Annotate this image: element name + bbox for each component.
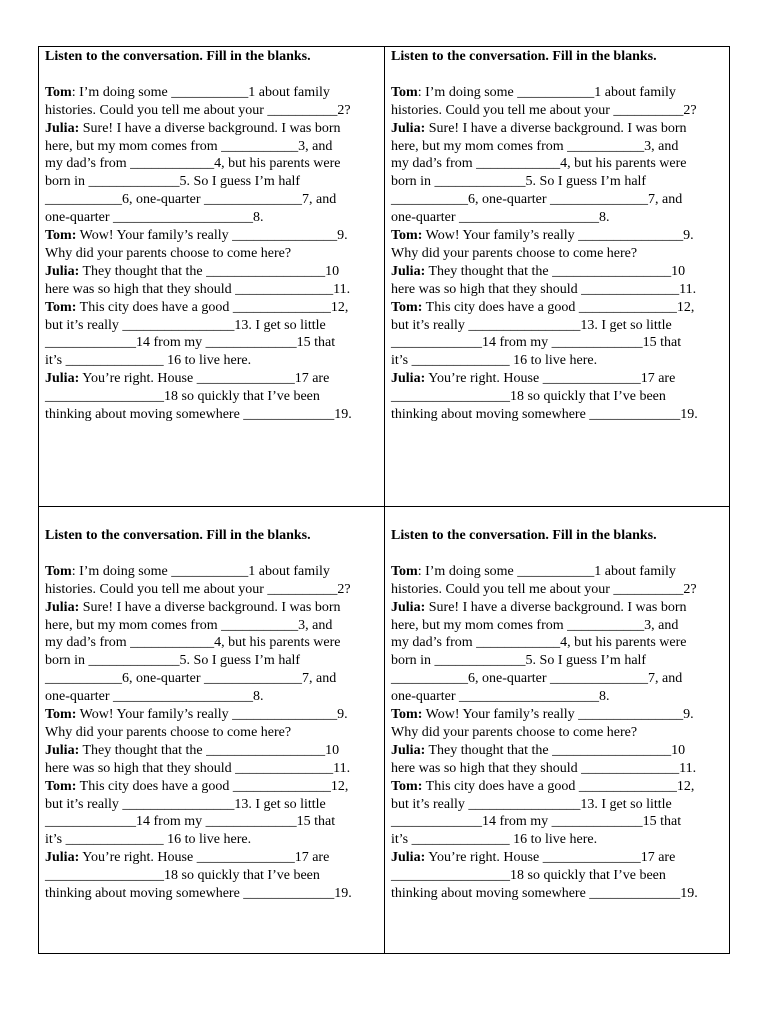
- dialogue-line: [391, 813, 727, 831]
- speaker-name: Tom: [391, 84, 418, 100]
- speaker-name: Tom: [45, 778, 72, 794]
- dialogue-text: Sure! I have a diverse background. I was born: [428, 599, 687, 615]
- speaker-name: Julia: [391, 120, 421, 136]
- dialogue-text: my dad’s from ____________4, but his parents were: [45, 635, 341, 651]
- dialogue-line: [45, 688, 381, 706]
- dialogue-line: [45, 209, 381, 227]
- dialogue-line: [45, 724, 381, 742]
- dialogue-line: [45, 796, 381, 814]
- dialogue-line: Tom: I’m doing some ___________1 about family: [45, 84, 330, 100]
- dialogue-line: [391, 670, 727, 688]
- dialogue-line: [45, 406, 381, 424]
- dialogue-text: one-quarter ____________________8.: [391, 689, 610, 705]
- dialogue-text: I’m doing some ___________1 about family: [79, 563, 330, 579]
- speaker-name: Julia: [391, 742, 421, 758]
- dialogue-text: but it’s really ________________13. I get so little: [391, 796, 672, 812]
- dialogue-text: _____________14 from my _____________15 that: [45, 335, 336, 351]
- speaker-name: Julia: [391, 371, 421, 387]
- dialogue-line: [391, 652, 727, 670]
- speaker-name: Julia: [45, 599, 75, 615]
- dialogue-line: [45, 652, 381, 670]
- dialogue-text: Wow! Your family’s really _______________9.: [79, 228, 348, 244]
- dialogue-text: They thought that the _________________10: [82, 742, 340, 758]
- dialogue-text: They thought that the _________________10: [82, 263, 340, 279]
- dialogue-text: ___________6, one-quarter ______________7, and: [45, 192, 337, 208]
- instruction-heading: Listen to the conversation. Fill in the blanks.: [45, 49, 311, 64]
- dialogue-line: Tom: I’m doing some ___________1 about family: [391, 84, 676, 100]
- dialogue-text: my dad’s from ____________4, but his parents were: [391, 156, 687, 172]
- dialogue-text: here, but my mom comes from ___________3, and: [391, 617, 679, 633]
- dialogue-line: [391, 634, 727, 652]
- dialogue-text: _________________18 so quickly that I’ve been: [45, 868, 320, 884]
- dialogue-line: [45, 670, 381, 688]
- dialogue-text: You’re right. House ______________17 are: [428, 371, 676, 387]
- dialogue-text: I’m doing some ___________1 about family: [425, 563, 676, 579]
- instruction-heading: Listen to the conversation. Fill in the blanks.: [391, 49, 657, 64]
- dialogue-line: [391, 245, 727, 263]
- dialogue-text: This city does have a good ______________12,: [79, 778, 349, 794]
- dialogue-text: here was so high that they should ______________11.: [391, 281, 697, 297]
- dialogue-line: [391, 281, 727, 299]
- dialogue-line: [391, 173, 727, 191]
- dialogue-text: You’re right. House ______________17 are: [82, 850, 330, 866]
- dialogue-text: _________________18 so quickly that I’ve been: [391, 868, 666, 884]
- worksheet-cell: [391, 48, 727, 424]
- worksheet-cell: [45, 48, 381, 424]
- dialogue-text: thinking about moving somewhere _____________19.: [45, 407, 352, 423]
- dialogue-text: Why did your parents choose to come here?: [45, 724, 292, 740]
- dialogue-text: thinking about moving somewhere _____________19.: [45, 886, 352, 902]
- dialogue-text: You’re right. House ______________17 are: [82, 371, 330, 387]
- dialogue-line: [45, 352, 381, 370]
- dialogue-text: You’re right. House ______________17 are: [428, 850, 676, 866]
- speaker-name: Tom: [391, 778, 418, 794]
- dialogue-line: [391, 138, 727, 156]
- speaker-name: Tom: [391, 228, 418, 244]
- dialogue-text: Why did your parents choose to come here?: [391, 245, 638, 261]
- dialogue-text: here was so high that they should ______________11.: [391, 760, 697, 776]
- dialogue-line: [391, 209, 727, 227]
- dialogue-line: [391, 102, 727, 120]
- dialogue-line: [45, 102, 381, 120]
- dialogue-line: [391, 688, 727, 706]
- dialogue-text: I’m doing some ___________1 about family: [79, 84, 330, 100]
- dialogue-line: [45, 885, 381, 903]
- dialogue-line: [45, 281, 381, 299]
- dialogue-line: [391, 867, 727, 885]
- dialogue-text: but it’s really ________________13. I get so little: [45, 796, 326, 812]
- dialogue-text: ___________6, one-quarter ______________7, and: [391, 192, 683, 208]
- dialogue-text: Sure! I have a diverse background. I was born: [428, 120, 687, 136]
- dialogue-line: [391, 885, 727, 903]
- dialogue-line: Tom: Wow! Your family’s really _______________9.: [45, 707, 348, 723]
- dialogue-text: Why did your parents choose to come here?: [391, 724, 638, 740]
- dialogue-line: [391, 724, 727, 742]
- dialogue-line: [45, 317, 381, 335]
- dialogue-line: Julia: Sure! I have a diverse background. I was born: [45, 599, 341, 615]
- dialogue-text: thinking about moving somewhere _____________19.: [391, 886, 698, 902]
- dialogue-text: I’m doing some ___________1 about family: [425, 84, 676, 100]
- instruction-heading: Listen to the conversation. Fill in the blanks.: [45, 528, 311, 543]
- dialogue-line: [391, 831, 727, 849]
- dialogue-text: it’s ______________ 16 to live here.: [391, 353, 598, 369]
- dialogue-text: histories. Could you tell me about your __________2?: [391, 581, 697, 597]
- speaker-name: Julia: [45, 742, 75, 758]
- dialogue-line: [45, 617, 381, 635]
- dialogue-line: [45, 155, 381, 173]
- dialogue-line: Tom: This city does have a good ______________12,: [45, 778, 349, 794]
- speaker-name: Tom: [391, 707, 418, 723]
- dialogue-text: They thought that the _________________10: [428, 742, 686, 758]
- dialogue-text: thinking about moving somewhere _____________19.: [391, 407, 698, 423]
- dialogue-line: Julia: You’re right. House ______________17 are: [45, 850, 330, 866]
- instruction-heading: Listen to the conversation. Fill in the blanks.: [391, 528, 657, 543]
- speaker-name: Julia: [45, 371, 75, 387]
- dialogue-line: [391, 581, 727, 599]
- speaker-name: Tom: [45, 299, 72, 315]
- dialogue-text: ___________6, one-quarter ______________7, and: [45, 671, 337, 687]
- speaker-name: Tom: [45, 228, 72, 244]
- dialogue-line: [45, 813, 381, 831]
- dialogue-line: Julia: You’re right. House ______________17 are: [391, 371, 676, 387]
- worksheet-cell: [391, 527, 727, 903]
- worksheet-cell: [45, 527, 381, 903]
- speaker-name: Julia: [391, 263, 421, 279]
- dialogue-text: _________________18 so quickly that I’ve been: [45, 389, 320, 405]
- dialogue-line: Tom: This city does have a good ______________12,: [391, 778, 695, 794]
- dialogue-text: This city does have a good ______________12,: [425, 299, 695, 315]
- dialogue-text: born in _____________5. So I guess I’m half: [45, 174, 301, 190]
- dialogue-line: Julia: They thought that the _________________10: [45, 263, 340, 279]
- dialogue-text: They thought that the _________________10: [428, 263, 686, 279]
- dialogue-text: but it’s really ________________13. I get so little: [45, 317, 326, 333]
- dialogue-line: [45, 245, 381, 263]
- dialogue-text: here was so high that they should ______________11.: [45, 281, 351, 297]
- dialogue-text: it’s ______________ 16 to live here.: [45, 353, 252, 369]
- dialogue-text: Wow! Your family’s really _______________9.: [79, 707, 348, 723]
- dialogue-line: Julia: You’re right. House ______________17 are: [391, 850, 676, 866]
- dialogue-text: _____________14 from my _____________15 that: [391, 335, 682, 351]
- dialogue-line: Tom: Wow! Your family’s really _______________9.: [391, 228, 694, 244]
- dialogue-line: [391, 617, 727, 635]
- dialogue-text: one-quarter ____________________8.: [45, 210, 264, 226]
- dialogue-text: here, but my mom comes from ___________3, and: [45, 617, 333, 633]
- dialogue-line: [391, 406, 727, 424]
- dialogue-text: here, but my mom comes from ___________3, and: [391, 138, 679, 154]
- dialogue-line: [391, 388, 727, 406]
- dialogue-line: [45, 634, 381, 652]
- speaker-name: Tom: [45, 563, 72, 579]
- dialogue-text: This city does have a good ______________12,: [79, 299, 349, 315]
- dialogue-line: [391, 760, 727, 778]
- dialogue-text: _____________14 from my _____________15 that: [391, 814, 682, 830]
- dialogue-line: Julia: Sure! I have a diverse background. I was born: [391, 599, 687, 615]
- horizontal-divider: [39, 506, 729, 507]
- dialogue-text: _________________18 so quickly that I’ve been: [391, 389, 666, 405]
- dialogue-line: Tom: This city does have a good ______________12,: [45, 299, 349, 315]
- dialogue-text: one-quarter ____________________8.: [45, 689, 264, 705]
- dialogue-line: [45, 388, 381, 406]
- dialogue-line: Tom: I’m doing some ___________1 about family: [391, 563, 676, 579]
- dialogue-line: [45, 867, 381, 885]
- dialogue-text: _____________14 from my _____________15 that: [45, 814, 336, 830]
- dialogue-line: [45, 334, 381, 352]
- dialogue-line: [391, 317, 727, 335]
- dialogue-text: Why did your parents choose to come here?: [45, 245, 292, 261]
- vertical-divider: [384, 47, 385, 953]
- speaker-name: Tom: [391, 563, 418, 579]
- dialogue-text: This city does have a good ______________12,: [425, 778, 695, 794]
- dialogue-line: Tom: I’m doing some ___________1 about family: [45, 563, 330, 579]
- dialogue-line: [391, 796, 727, 814]
- dialogue-line: Julia: They thought that the _________________10: [391, 263, 686, 279]
- speaker-name: Julia: [45, 120, 75, 136]
- dialogue-line: Julia: They thought that the _________________10: [391, 742, 686, 758]
- speaker-name: Julia: [391, 850, 421, 866]
- dialogue-line: Julia: Sure! I have a diverse background. I was born: [45, 120, 341, 136]
- speaker-name: Tom: [391, 299, 418, 315]
- dialogue-line: [45, 173, 381, 191]
- dialogue-text: my dad’s from ____________4, but his parents were: [45, 156, 341, 172]
- dialogue-line: [45, 831, 381, 849]
- dialogue-line: [391, 191, 727, 209]
- dialogue-text: born in _____________5. So I guess I’m half: [45, 653, 301, 669]
- dialogue-line: Tom: This city does have a good ______________12,: [391, 299, 695, 315]
- dialogue-text: my dad’s from ____________4, but his parents were: [391, 635, 687, 651]
- dialogue-text: histories. Could you tell me about your __________2?: [45, 102, 351, 118]
- dialogue-text: Sure! I have a diverse background. I was born: [82, 599, 341, 615]
- dialogue-text: born in _____________5. So I guess I’m half: [391, 653, 647, 669]
- dialogue-text: here, but my mom comes from ___________3, and: [45, 138, 333, 154]
- speaker-name: Tom: [45, 707, 72, 723]
- dialogue-line: Tom: Wow! Your family’s really _______________9.: [391, 707, 694, 723]
- dialogue-text: Wow! Your family’s really _______________9.: [425, 228, 694, 244]
- dialogue-line: Tom: Wow! Your family’s really _______________9.: [45, 228, 348, 244]
- dialogue-line: [391, 334, 727, 352]
- speaker-name: Julia: [391, 599, 421, 615]
- dialogue-line: Julia: Sure! I have a diverse background. I was born: [391, 120, 687, 136]
- dialogue-text: histories. Could you tell me about your __________2?: [45, 581, 351, 597]
- dialogue-line: Julia: You’re right. House ______________17 are: [45, 371, 330, 387]
- dialogue-line: [45, 760, 381, 778]
- dialogue-text: but it’s really ________________13. I get so little: [391, 317, 672, 333]
- dialogue-line: [45, 581, 381, 599]
- dialogue-text: Sure! I have a diverse background. I was born: [82, 120, 341, 136]
- dialogue-text: it’s ______________ 16 to live here.: [391, 832, 598, 848]
- dialogue-text: it’s ______________ 16 to live here.: [45, 832, 252, 848]
- dialogue-text: born in _____________5. So I guess I’m half: [391, 174, 647, 190]
- speaker-name: Tom: [45, 84, 72, 100]
- dialogue-line: [391, 155, 727, 173]
- dialogue-line: Julia: They thought that the _________________10: [45, 742, 340, 758]
- speaker-name: Julia: [45, 850, 75, 866]
- dialogue-text: here was so high that they should ______________11.: [45, 760, 351, 776]
- dialogue-text: histories. Could you tell me about your __________2?: [391, 102, 697, 118]
- dialogue-text: Wow! Your family’s really _______________9.: [425, 707, 694, 723]
- dialogue-line: [45, 191, 381, 209]
- speaker-name: Julia: [45, 263, 75, 279]
- dialogue-line: [45, 138, 381, 156]
- dialogue-text: one-quarter ____________________8.: [391, 210, 610, 226]
- dialogue-text: ___________6, one-quarter ______________7, and: [391, 671, 683, 687]
- dialogue-line: [391, 352, 727, 370]
